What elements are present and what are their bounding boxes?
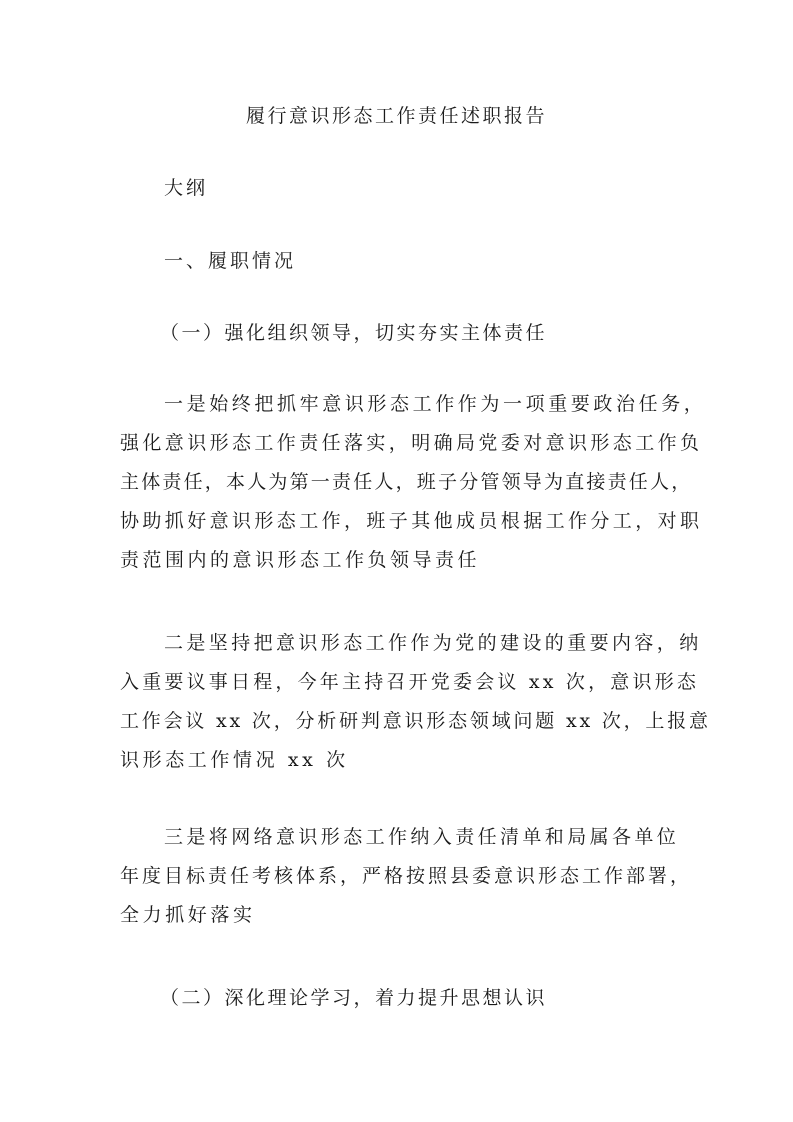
- paragraph-line: 入重要议事日程，今年主持召开党委会议 xx 次，意识形态: [120, 671, 700, 693]
- paragraph-line: 责范围内的意识形态工作负领导责任: [120, 549, 481, 571]
- document-title: 履行意识形态工作责任述职报告: [245, 105, 547, 127]
- paragraph-network: [120, 822, 693, 939]
- paragraph-line: 全力抓好落实: [120, 904, 256, 926]
- paragraph-line: 一是始终把抓牢意识形态工作作为一项重要政治任务，: [164, 393, 707, 415]
- subsection-heading-organization: （一）强化组织领导，切实夯实主体责任: [160, 322, 548, 344]
- outline-label: 大纲: [164, 177, 209, 199]
- paragraph-line: 主体责任，本人为第一责任人，班子分管领导为直接责任人，: [120, 471, 693, 493]
- section-heading-performance: 一、履职情况: [164, 250, 297, 272]
- paragraph-line: 三是将网络意识形态工作纳入责任清单和局属各单位: [164, 826, 680, 848]
- paragraph-responsibility: [120, 389, 707, 584]
- paragraph-line: 工作会议 xx 次，分析研判意识形态领域问题 xx 次，上报意: [120, 710, 711, 732]
- paragraph-line: 年度目标责任考核体系，严格按照县委意识形态工作部署，: [120, 865, 693, 887]
- paragraph-line: 协助抓好意识形态工作，班子其他成员根据工作分工，对职: [120, 510, 703, 532]
- paragraph-line: 二是坚持把意识形态工作作为党的建设的重要内容，纳: [164, 632, 702, 654]
- paragraph-line: 强化意识形态工作责任落实，明确局党委对意识形态工作负: [120, 432, 703, 454]
- paragraph-line: 识形态工作情况 xx 次: [120, 749, 349, 771]
- paragraph-party-building: [120, 628, 711, 784]
- subsection-heading-theory: （二）深化理论学习，着力提升思想认识: [160, 987, 548, 1009]
